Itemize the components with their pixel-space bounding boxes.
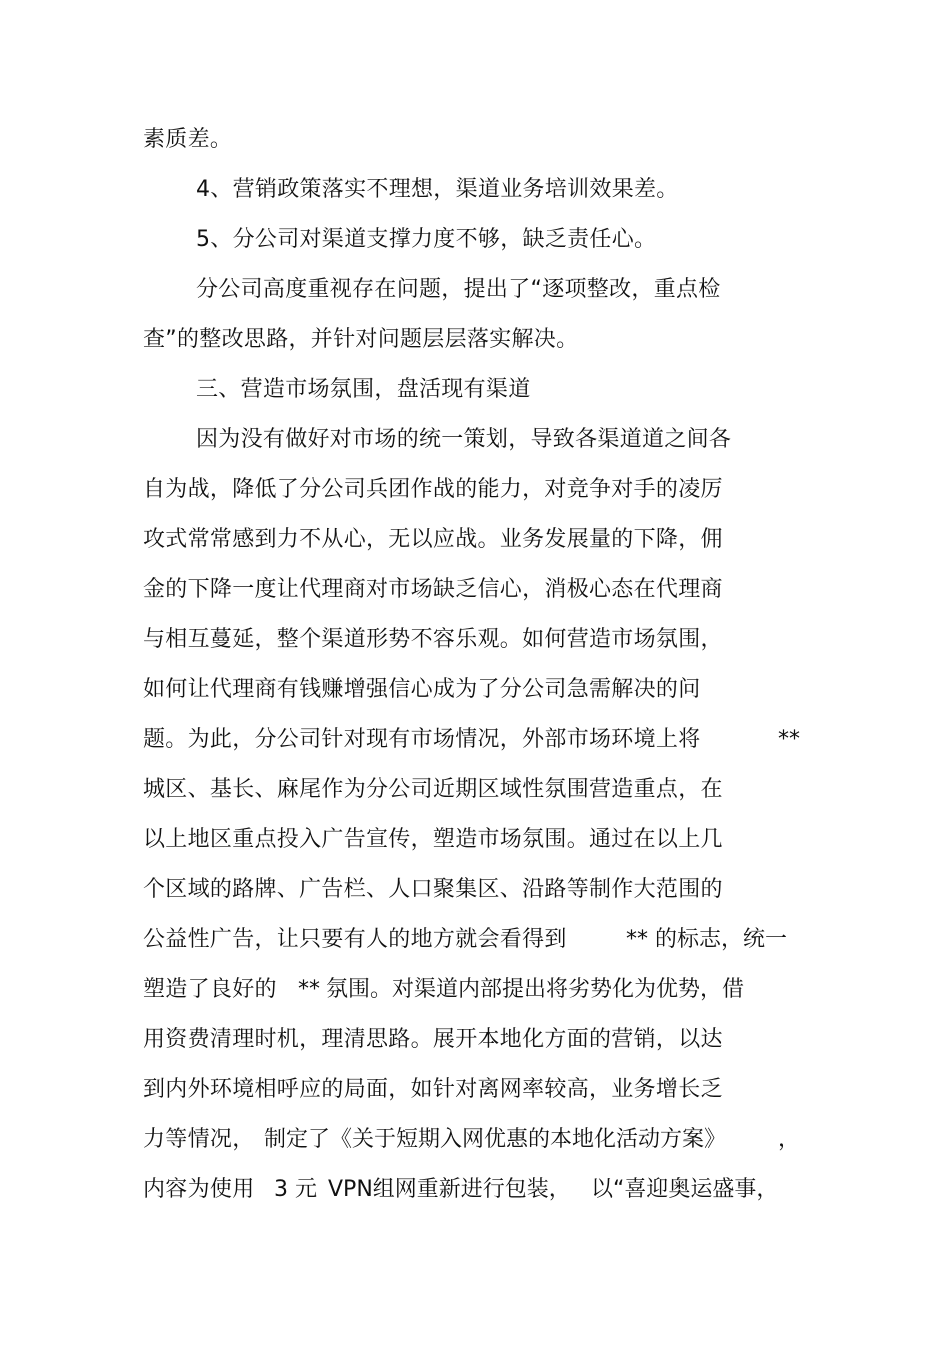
text-line: 攻式常常感到力不从心，无以应战。业务发展量的下降，佣: [143, 527, 723, 552]
text-line: 如何让代理商有钱赚增强信心成为了分公司急需解决的问: [143, 677, 701, 702]
text-line: 公益性广告，让只要有人的地方就会看得到: [143, 927, 567, 952]
text-line: 力等情况，: [143, 1127, 255, 1152]
text-fragment: 3 元: [274, 1177, 317, 1202]
section-heading: 三、营造市场氛围，盘活现有渠道: [196, 377, 531, 402]
text-fragment: 制定了《关于短期入网优惠的本地化活动方案》: [264, 1127, 727, 1152]
text-fragment: ，: [778, 1127, 801, 1152]
text-line: 4、营销政策落实不理想，渠道业务培训效果差。: [196, 177, 679, 202]
text-line: 分公司高度重视存在问题，提出了“逐项整改，重点检: [196, 277, 721, 302]
text-line: 城区、基长、麻尾作为分公司近期区域性氛围营造重点，在: [143, 777, 723, 802]
text-line: 5、分公司对渠道支撑力度不够，缺乏责任心。: [196, 227, 657, 252]
text-fragment: 氛围。对渠道内部提出将劣势化为优势，借: [326, 977, 745, 1002]
text-fragment: **: [298, 977, 320, 1002]
text-fragment: 以“喜迎奥运盛事，: [591, 1177, 779, 1202]
text-line: 查”的整改思路，并针对问题层层落实解决。: [143, 327, 579, 352]
text-line: 素质差。: [143, 127, 233, 152]
text-line: 到内外环境相呼应的局面，如针对离网率较高，业务增长乏: [143, 1077, 723, 1102]
text-fragment: **: [778, 727, 800, 752]
text-fragment: ** 的标志，统一: [626, 927, 787, 952]
text-line: 因为没有做好对市场的统一策划，导致各渠道道之间各: [196, 427, 732, 452]
text-line: 金的下降一度让代理商对市场缺乏信心，消极心态在代理商: [143, 577, 723, 602]
text-line: 塑造了良好的: [143, 977, 277, 1002]
text-line: 用资费清理时机，理清思路。展开本地化方面的营销，以达: [143, 1027, 723, 1052]
text-line: 个区域的路牌、广告栏、人口聚集区、沿路等制作大范围的: [143, 877, 723, 902]
text-line: 自为战，降低了分公司兵团作战的能力，对竞争对手的凌厉: [143, 477, 723, 502]
text-line: 与相互蔓延，整个渠道形势不容乐观。如何营造市场氛围，: [143, 627, 723, 652]
text-line: 内容为使用: [143, 1177, 255, 1202]
text-fragment: VPN组网重新进行包装，: [328, 1177, 571, 1202]
text-line: 题。为此，分公司针对现有市场情况，外部市场环境上将: [143, 727, 701, 752]
text-line: 以上地区重点投入广告宣传，塑造市场氛围。通过在以上几: [143, 827, 723, 852]
